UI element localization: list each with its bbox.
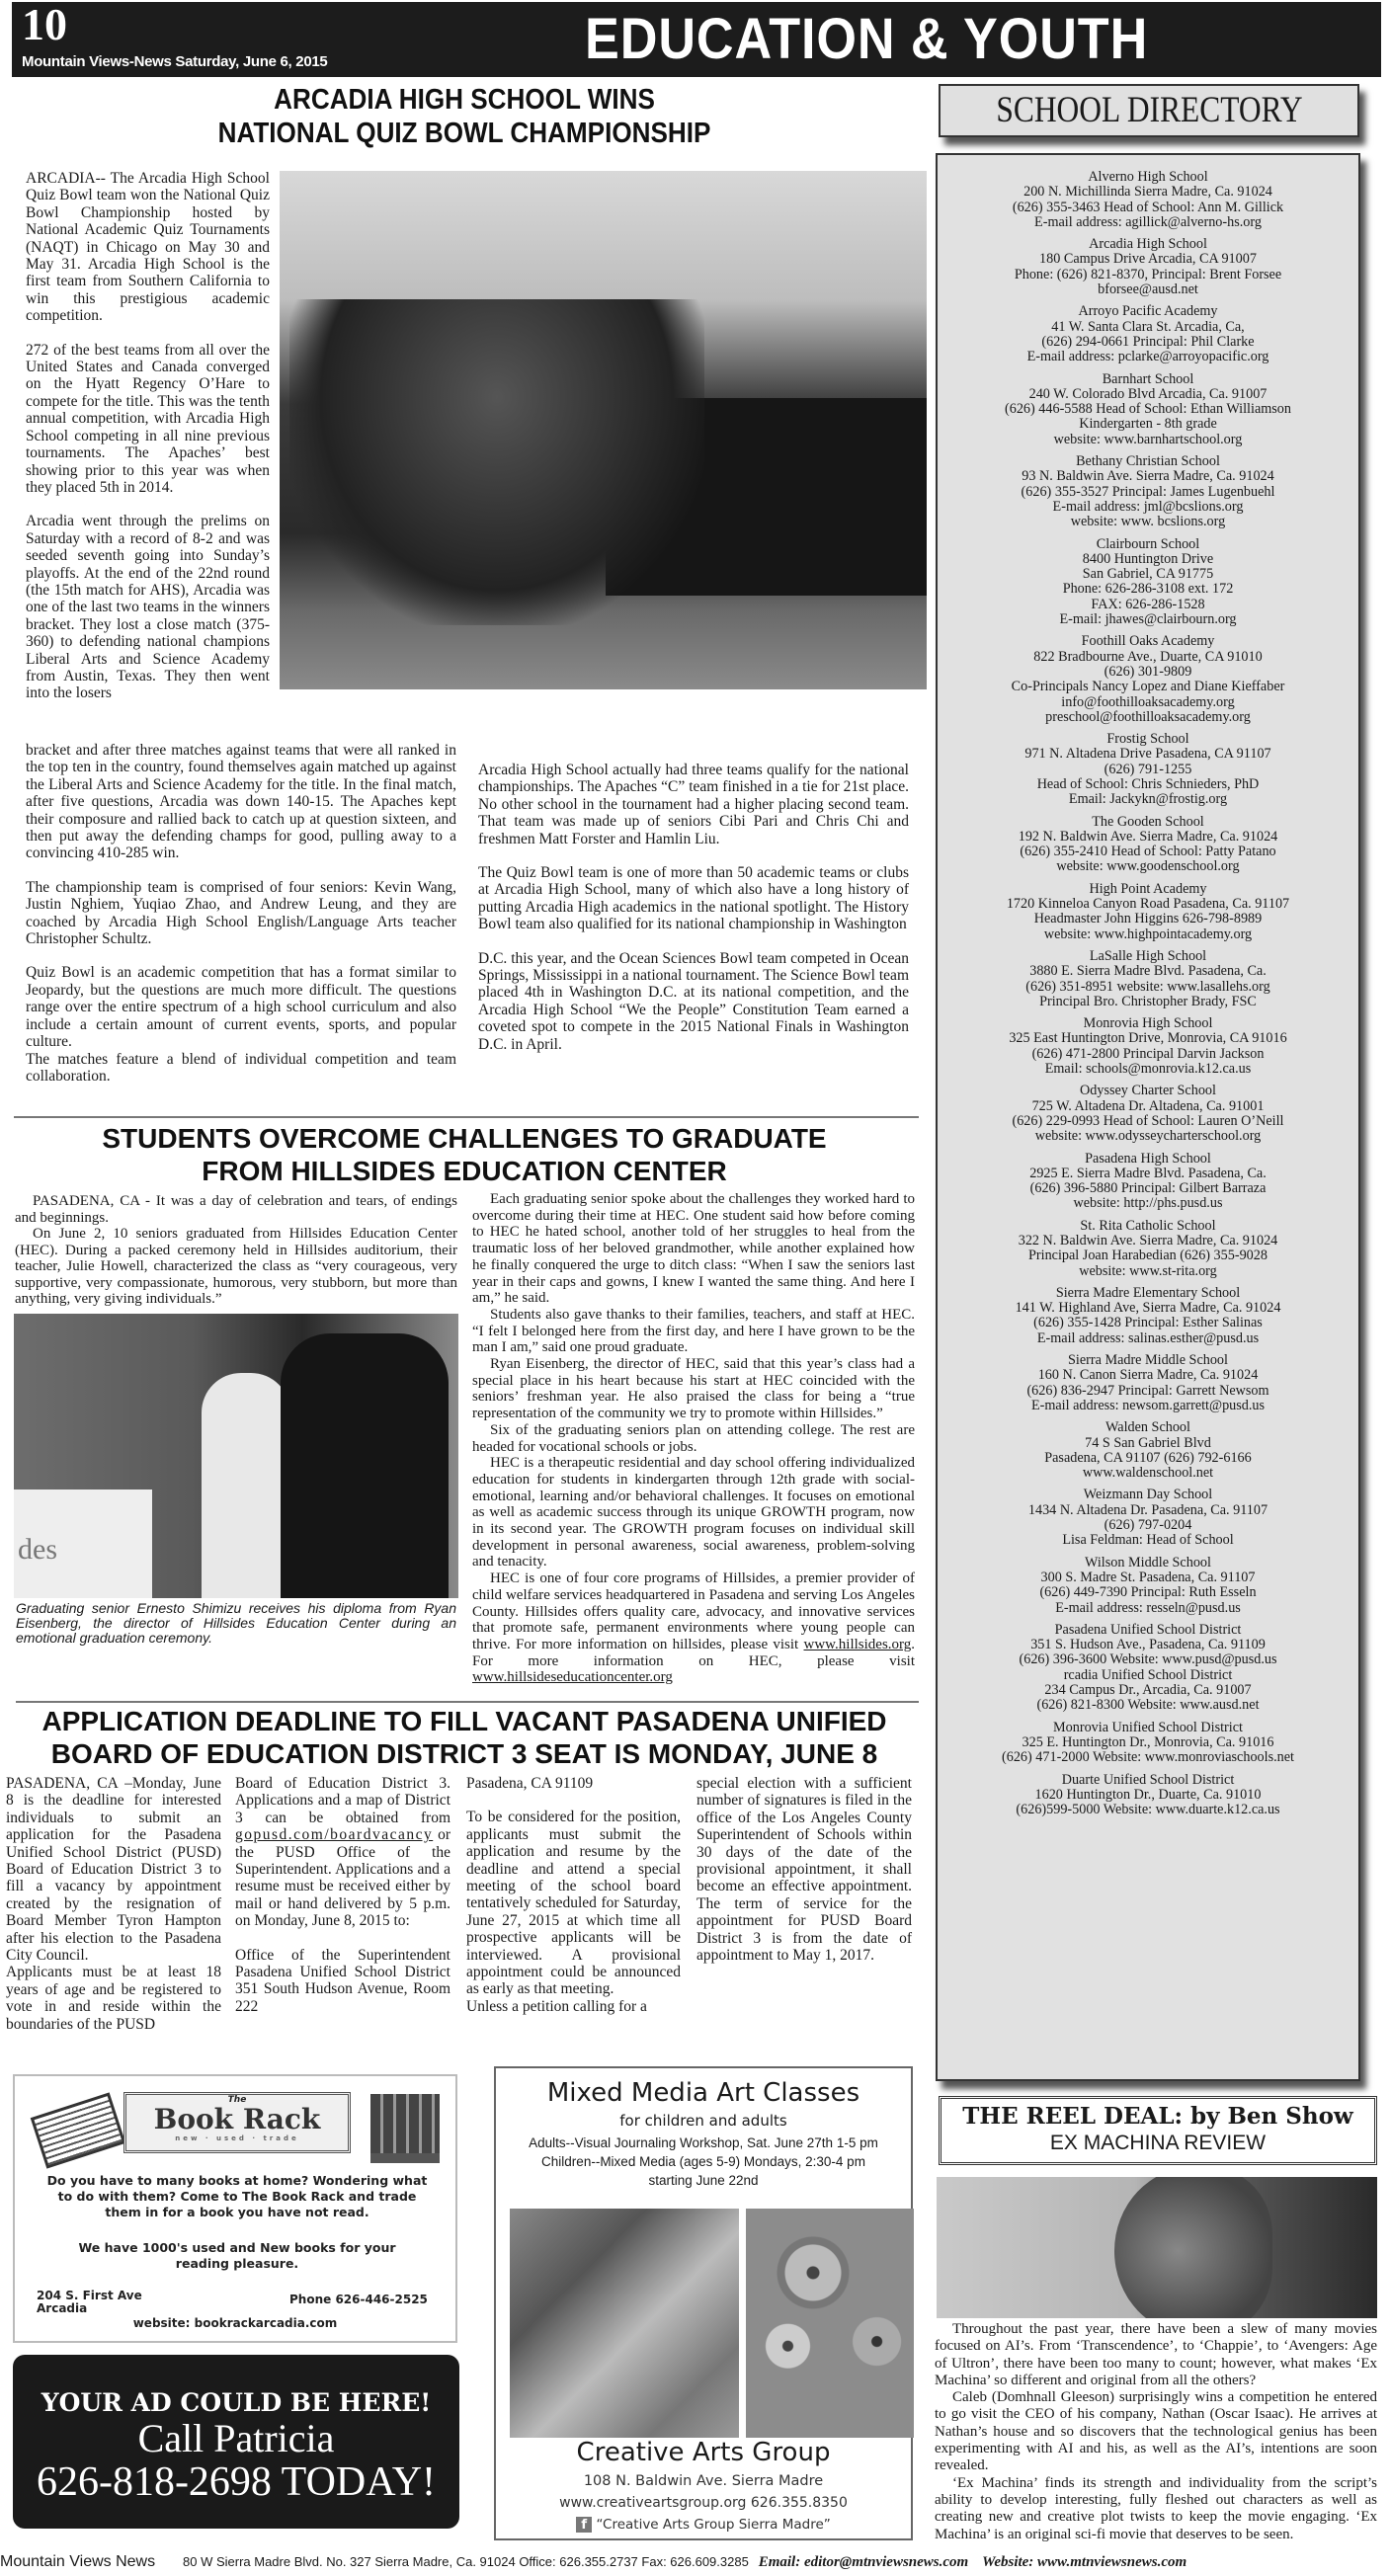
ad-headline: YOUR AD COULD BE HERE! — [41, 2388, 432, 2417]
hillsides-intro — [15, 1193, 457, 1308]
school-detail: rcadia Unified School District — [1063, 1666, 1233, 1683]
facebook-name: “Creative Arts Group Sierra Madre” — [596, 2517, 831, 2533]
ad-title: Mixed Media Art Classes — [546, 2078, 860, 2108]
school-detail: E-mail address: resseln@pusd.us — [1055, 1599, 1241, 1616]
school-detail: Co-Principals Nancy Lopez and Diane Kieffaber — [1011, 679, 1285, 695]
directory-entry — [938, 1623, 1358, 1714]
ad-website[interactable]: website: bookrackarcadia.com — [132, 2316, 338, 2330]
ad-address — [37, 2290, 142, 2315]
headline-line: FROM HILLSIDES EDUCATION CENTER — [202, 1156, 727, 1186]
people-silhouette — [289, 299, 704, 625]
hillsides-right-column — [472, 1191, 915, 1686]
quiz-wide-column — [26, 742, 456, 1085]
school-name: Pasadena Unified School District — [1054, 1621, 1242, 1638]
board-vacancy-link[interactable]: gopusd.com/boardvacancy — [235, 1826, 434, 1844]
school-detail: 325 East Huntington Drive, Monrovia, CA 91016 — [1009, 1030, 1287, 1047]
paragraph: D.C. this year, and the Ocean Sciences Bowl team competed in Ocean Springs, Mississippi in a national tournament. The Science Bowl team placed 4th in Washington D.C. at its national competition, and the Arcadia High School “We the People” Constitution Team earned a coveted spot to compete in the 2015 National Finals in Washington D.C. in April. — [478, 949, 909, 1053]
school-detail: website: www.st-rita.org — [1079, 1262, 1217, 1279]
pusd-col-1 — [6, 1775, 221, 2033]
footer-email[interactable]: Email: editor@mtnviewsnews.com — [758, 2554, 969, 2570]
school-detail: www.waldenschool.net — [1082, 1465, 1214, 1482]
paragraph: ‘Ex Machina’ finds its strength and individuality from the script’s ability to develop interesting, fully fleshed out characters as well as creating new and creative plot twists to keep the movie engaging. ‘Ex Machina’ is an original sci-fi movie that deserves to be seen. — [935, 2474, 1377, 2542]
directory-entry — [938, 882, 1358, 942]
headline-line: STUDENTS OVERCOME CHALLENGES TO GRADUATE — [102, 1123, 827, 1154]
pusd-col-4: special election with a sufficient number of signatures is filed in the office of the Los Angeles County Superintendent of Schools within 30 days of the date of the provisional appointment, it shall become an effective appointment. The term of service for the appointment for PUSD Board District 3 is from the date of appointment to May 1, 2017. — [696, 1775, 912, 1965]
paragraph: Unless a petition calling for a — [466, 1997, 647, 2015]
paragraph: Each graduating senior spoke about the challenges they worked hard to overcome during their time at HEC. One student said how before coming to HEC he hated school, another told of her struggles to heal from the traumatic loss of her beloved grandmother, while another explained how he finally conquered the urge to ditch class: “When I saw the seniors last year in their caps and gowns, I knew I wanted the same thing. And here I am,” he said. — [472, 1191, 915, 1307]
school-detail: 160 N. Canon Sierra Madre, Ca. 91024 — [1037, 1367, 1259, 1384]
section-divider — [16, 1701, 919, 1703]
school-detail: website: www.goodenschool.org — [1056, 858, 1240, 875]
school-detail: website: www. bcslions.org — [1070, 514, 1226, 530]
school-name: Weizmann Day School — [1083, 1487, 1213, 1503]
ad-pitch: Do you have to many books at home? Wondering what to do with them? Come to The Book Rack and trade them in for a book you have not read. — [46, 2173, 428, 2219]
ai-head-silhouette — [1114, 2177, 1272, 2318]
school-detail: 325 E. Huntington Dr., Monrovia, Ca. 91016 — [1022, 1733, 1274, 1750]
pusd-headline — [0, 1705, 929, 1770]
school-name: Arcadia High School — [1089, 236, 1207, 253]
school-name: Clairbourn School — [1096, 535, 1200, 552]
address-line: Arcadia — [37, 2301, 88, 2315]
school-detail: Lisa Feldman: Head of School — [1062, 1532, 1234, 1549]
art-collage-flowers — [746, 2209, 914, 2438]
book-rack-ad[interactable] — [13, 2074, 457, 2343]
graduation-photo — [14, 1314, 458, 1598]
school-name: Frostig School — [1106, 731, 1189, 748]
school-detail: (626) 449-7390 Principal: Ruth Esseln — [1039, 1584, 1257, 1601]
school-detail: (626) 301-9809 — [1104, 663, 1192, 680]
school-name: The Gooden School — [1092, 813, 1204, 830]
directory-entry — [938, 1773, 1358, 1818]
school-detail: San Gabriel, CA 91775 — [1082, 566, 1214, 583]
school-detail: 2925 E. Sierra Madre Blvd. Pasadena, Ca. — [1029, 1165, 1267, 1181]
school-detail: website: www.barnhartschool.org — [1053, 431, 1243, 447]
directory-entry — [938, 634, 1358, 725]
school-detail: E-mail address: pclarke@arroyopacific.org — [1026, 349, 1269, 365]
hillsides-link[interactable]: www.hillsides.org — [803, 1636, 912, 1652]
school-detail: Email: schools@monrovia.k12.ca.us — [1044, 1061, 1252, 1078]
title-text: SCHOOL DIRECTORY — [995, 90, 1303, 130]
footer-website[interactable]: Website: www.mtnviewsnews.com — [982, 2554, 1187, 2570]
school-detail: (626) 471-2800 Principal Darvin Jackson — [1031, 1045, 1265, 1062]
hillsides-paragraphs — [472, 1191, 915, 1570]
art-classes-ad[interactable] — [494, 2066, 913, 2540]
org-address: 108 N. Baldwin Ave. Sierra Madre — [583, 2473, 824, 2489]
paragraph: HEC is a therapeutic residential and day school offering individualized education for students in kindergarten through 12th grade with social-emotional, learning and/or behavioral challenges. It focuses on emotional as well as academic success through its unique GROWTH program, now in its second year. The GROWTH program focuses on individual skill development in personal awareness, social awareness, problem-solving and tenacity. — [472, 1455, 915, 1570]
headline-line: BOARD OF EDUCATION DISTRICT 3 SEAT IS MONDAY, JUNE 8 — [50, 1738, 878, 1769]
ad-line: Call Patricia — [137, 2416, 335, 2460]
book-stack-icon — [370, 2094, 440, 2163]
school-detail: Pasadena, CA 91107 (626) 792-6166 — [1044, 1449, 1252, 1466]
masthead — [12, 2, 1381, 77]
directory-entry — [938, 304, 1358, 364]
school-detail: 141 W. Highland Ave, Sierra Madre, Ca. 91024 — [1015, 1300, 1281, 1317]
school-name: Barnhart School — [1102, 370, 1194, 387]
school-name: Monrovia High School — [1083, 1015, 1213, 1032]
school-detail: Headmaster John Higgins 626-798-8989 — [1033, 911, 1263, 927]
directory-entry — [938, 1420, 1358, 1481]
directory-entry — [938, 732, 1358, 807]
school-name: Wilson Middle School — [1085, 1554, 1211, 1570]
school-directory-title — [939, 84, 1359, 137]
closing-text: . For more information on HEC, please visit — [472, 1636, 915, 1669]
school-detail: bforsee@ausd.net — [1098, 282, 1198, 298]
schedule-line: Adults--Visual Journaling Workshop, Sat. June 27th 1-5 pm — [529, 2135, 878, 2150]
school-detail: website: http://phs.pusd.us — [1073, 1195, 1223, 1212]
pusd-col-2 — [235, 1775, 450, 2015]
school-detail: 1720 Kinneloa Canyon Road Pasadena, Ca. 91107 — [1006, 896, 1290, 913]
org-name: Creative Arts Group — [576, 2438, 831, 2467]
directory-entry — [938, 1152, 1358, 1212]
paragraph: Pasadena, CA 91109 — [466, 1775, 594, 1792]
school-detail: Kindergarten - 8th grade — [1079, 416, 1217, 433]
paragraph: PASADENA, CA - It was a day of celebration and tears, of endings and beginnings. — [15, 1193, 457, 1226]
school-directory — [936, 153, 1360, 2081]
school-detail: (626) 355-2410 Head of School: Patty Patano — [1020, 844, 1276, 860]
footer-name: Mountain Views News — [0, 2553, 156, 2570]
school-detail: (626) 396-5880 Principal: Gilbert Barraza — [1029, 1180, 1267, 1197]
ex-machina-image — [937, 2177, 1377, 2318]
quiz-headline — [46, 83, 882, 150]
school-name: Bethany Christian School — [1076, 453, 1220, 470]
paragraph: PASADENA, CA –Monday, June 8 is the deadline for interested individuals to submit an application for the Pasadena Unified School District (PUSD) Board of Education District 3 to fill a vacancy by appointment created by the resignation of Board Member Tyron Hampton after his election to the Pasadena City Council. — [6, 1775, 221, 1965]
school-detail: 725 W. Altadena Dr. Altadena, Ca. 91001 — [1031, 1097, 1265, 1114]
school-detail: (626) 797-0204 — [1104, 1517, 1192, 1534]
school-detail: 822 Bradbourne Ave., Duarte, CA 91010 — [1033, 648, 1263, 665]
school-detail: (626) 355-3463 Head of School: Ann M. Gillick — [1012, 199, 1284, 215]
hillsides-closing — [472, 1570, 915, 1686]
directory-entry — [938, 537, 1358, 628]
school-detail: Email: Jackykn@frostig.org — [1068, 791, 1228, 808]
schedule-line: Children--Mixed Media (ages 5-9) Mondays, 2:30-4 pm — [541, 2154, 865, 2169]
school-detail: 1434 N. Altadena Dr. Pasadena, Ca. 91107 — [1027, 1501, 1268, 1518]
school-name: Foothill Oaks Academy — [1081, 633, 1215, 650]
paragraph: Quiz Bowl is an academic competition that has a format similar to Jeopardy, but the questions are much more difficult. The questions range over the entire spectrum of a high school curriculum and also include a certain amount of current events, sports, and popular culture. The matches feature a blend of individual competition and team collaboration. — [26, 964, 456, 1085]
ad-stock: We have 1000's used and New books for your reading pleasure. — [78, 2240, 396, 2271]
school-name: High Point Academy — [1089, 880, 1207, 897]
org-facebook[interactable] — [496, 2517, 911, 2533]
school-name: Alverno High School — [1088, 169, 1208, 185]
ad-phone: Phone 626-446-2525 — [289, 2293, 428, 2306]
paragraph: The championship team is comprised of four seniors: Kevin Wang, Justin Nghiem, Yuqiao Zhao, and Andrew Leung, and they are coached by Arcadia High School English/Language Arts teacher Christopher Schultz. — [26, 878, 456, 948]
publication-line: Mountain Views-News Saturday, June 6, 2015 — [22, 53, 328, 70]
paragraph: Throughout the past year, there have been a slew of many movies focused on AI’s. From ‘Transcendence’, to ‘Chappie’, to ‘Avengers: Age of Ultron’, there have been too many to count; however, what makes ‘Ex Machina’ so different and original from all the others? — [935, 2321, 1377, 2388]
school-detail: E-mail address: newsom.garrett@pusd.us — [1030, 1397, 1266, 1413]
school-detail: 200 N. Michillinda Sierra Madre, Ca. 91024 — [1023, 184, 1272, 201]
school-detail: Phone: (626) 821-8370, Principal: Brent Forsee — [1014, 266, 1282, 282]
footer-address: 80 W Sierra Madre Blvd. No. 327 Sierra Madre, Ca. 91024 Office: 626.355.2737 Fax: 626.609.3285 — [183, 2554, 749, 2569]
school-name: St. Rita Catholic School — [1080, 1217, 1216, 1234]
school-detail: 240 W. Colorado Blvd Arcadia, Ca. 91007 — [1028, 385, 1268, 402]
school-detail: (626) 355-3527 Principal: James Lugenbuehl — [1021, 483, 1275, 500]
directory-entry — [938, 372, 1358, 447]
reel-deal-text — [935, 2321, 1377, 2543]
graduate-figure — [281, 1333, 449, 1598]
school-detail: 1620 Huntington Dr., Duarte, Ca. 91010 — [1034, 1786, 1262, 1803]
directory-entry — [938, 1488, 1358, 1548]
pusd-address: Office of the Superintendent Pasadena Unified School District 351 South Hudson Avenue, Room 222 — [235, 1946, 450, 2015]
paragraph: 272 of the best teams from all over the United States and Canada converged on the Hyatt Regency O’Hare to compete for the title. This was the tenth annual competition, with Arcadia High School competing in all nine previous tournaments. The Apaches’ best showing prior to this year was when they placed 5th in 2014. — [26, 341, 270, 496]
text: Board of Education District 3. Applications and a map of District 3 can be obtained from — [235, 1775, 450, 1826]
school-detail: 322 N. Baldwin Ave. Sierra Madre, Ca. 91024 — [1018, 1233, 1278, 1248]
school-detail: Principal Joan Harabedian (626) 355-9028 — [1028, 1248, 1268, 1264]
schedule-line: starting June 22nd — [648, 2173, 759, 2188]
ad-subtitle: for children and adults — [619, 2112, 787, 2130]
school-name: Sierra Madre Middle School — [1068, 1352, 1228, 1369]
school-detail: (626) 446-5588 Head of School: Ethan Williamson — [1005, 401, 1291, 418]
school-detail: 300 S. Madre St. Pasadena, Ca. 91107 — [1040, 1569, 1256, 1585]
school-detail: FAX: 626-286-1528 — [1091, 596, 1205, 612]
director-figure — [202, 1373, 290, 1598]
directory-entry — [938, 170, 1358, 230]
school-name: Monrovia Unified School District — [1053, 1719, 1243, 1735]
school-detail: (626) 351-8951 website: www.lasallehs.org — [1025, 978, 1270, 995]
school-detail: 3880 E. Sierra Madre Blvd. Pasadena, Ca. — [1029, 963, 1267, 980]
school-name: Arroyo Pacific Academy — [1078, 303, 1218, 320]
art-collage-left — [510, 2209, 739, 2438]
pusd-col-3 — [466, 1775, 681, 2015]
school-detail: (626) 791-1255 — [1104, 761, 1192, 777]
school-detail: website: www.highpointacademy.org — [1043, 926, 1253, 942]
directory-entry — [938, 1219, 1358, 1279]
open-book-icon — [31, 2092, 126, 2168]
school-detail: (626) 471-2000 Website: www.monroviaschools.net — [1002, 1749, 1294, 1766]
directory-entry — [938, 1353, 1358, 1413]
paragraph: Arcadia High School actually had three teams qualify for the national championships. The Apaches “C” team finished in a tie for 21st place. No other school in the tournament had a higher placing second team. That team was made up of seniors Cibi Pari and Chris Chi and freshmen Matt Forster and Hamlin Liu. — [478, 762, 909, 847]
school-name: Walden School — [1105, 1419, 1190, 1436]
headline-line: APPLICATION DEADLINE TO FILL VACANT PASADENA UNIFIED — [41, 1706, 887, 1736]
headline-line: NATIONAL QUIZ BOWL CHAMPIONSHIP — [217, 118, 711, 149]
school-detail: 93 N. Baldwin Ave. Sierra Madre, Ca. 91024 — [1022, 468, 1274, 485]
school-detail: 74 S San Gabriel Blvd — [1085, 1434, 1211, 1451]
school-detail: E-mail address: agillick@alverno-hs.org — [1034, 213, 1262, 230]
school-detail: (626) 355-1428 Principal: Esther Salinas — [1033, 1315, 1263, 1331]
school-detail: E-mail: jhawes@clairbourn.org — [1059, 611, 1237, 628]
paragraph: ARCADIA-- The Arcadia High School Quiz Bowl team won the National Quiz Bowl Championship hosted by National Academic Quiz Tournaments (NAQT) in Chicago on May 30 and May 31. Arcadia High School is the first team from Southern California to win this prestigious academic competition. — [26, 170, 270, 325]
photo-caption: Graduating senior Ernesto Shimizu receives his diploma from Ryan Eisenberg, the director of Hillsides Education Center during an emotional graduation ceremony. — [16, 1600, 456, 1646]
quiz-narrow-column — [26, 170, 270, 702]
school-name: Duarte Unified School District — [1061, 1771, 1235, 1788]
paragraph: Students also gave thanks to their families, teachers, and staff at HEC. “I felt I belonged here from the first day, and here I have grown to be the man I am,” said one proud graduate. — [472, 1306, 915, 1356]
school-detail: Head of School: Chris Schnieders, PhD — [1036, 775, 1260, 792]
text: or the PUSD Office of the Superintendent. Applications and a resume must be received either by mail or hand delivered by 5 p.m. on Monday, June 8, 2015 to: — [235, 1826, 450, 1930]
paragraph: Arcadia went through the prelims on Saturday with a record of 8-2 and was seeded seventh going into Sunday’s playoffs. At the end of the 22nd round (the 15th match for AHS), Arcadia was one of the last two teams in the winners bracket. They lost a close match (375-360) to defending national champions Liberal Arts and Science Academy from Austin, Texas. They then went into the losers — [26, 513, 270, 702]
school-detail: Phone: 626-286-3108 ext. 172 — [1062, 581, 1234, 598]
address-line: 204 S. First Ave — [37, 2289, 142, 2302]
footer — [0, 2553, 1391, 2571]
review-title: EX MACHINA REVIEW — [1049, 2132, 1267, 2154]
quiz-team-photo — [280, 171, 927, 689]
directory-entry — [938, 454, 1358, 529]
school-detail: (626) 294-0661 Principal: Phil Clarke — [1041, 333, 1255, 350]
school-detail: 8400 Huntington Drive — [1082, 550, 1214, 567]
school-detail: (626) 836-2947 Principal: Garrett Newsom — [1026, 1382, 1269, 1399]
paragraph: bracket and after three matches against teams that were all ranked in the top ten in the country, found themselves again matched up against the Liberal Arts and Science Academy for the title. In the final match, after five questions, Arcadia was down 140-15. The Apaches kept their composure and rallied back to catch up at question sixteen, and then put away the defending champs for good, pulling away to a convincing 410-285 win. — [26, 742, 456, 862]
directory-entry — [938, 1286, 1358, 1346]
paragraph: To be considered for the position, applicants must submit the application and resume by the deadline and attend a special meeting of the school board tentatively scheduled for Saturday, June 27, 2015 at which time all prospective applicants will be interviewed. A provisional appointment could be announced as early as that meeting. — [466, 1809, 681, 1998]
directory-entry — [938, 237, 1358, 297]
ad-phone: 626-818-2698 TODAY! — [36, 2459, 437, 2505]
hec-link[interactable]: www.hillsideseducationcenter.org — [472, 1669, 673, 1686]
directory-entry — [938, 1721, 1358, 1766]
reel-deal-header — [939, 2096, 1377, 2165]
directory-entry — [938, 1084, 1358, 1144]
school-detail: Principal Bro. Christopher Brady, FSC — [1039, 993, 1257, 1009]
facebook-icon: f — [576, 2517, 592, 2533]
paragraph: The Quiz Bowl team is one of more than 50 academic teams or clubs at Arcadia High School, many of which also have a long history of putting Arcadia High academics in the national spotlight. The History Bowl team also qualified for its national championship in Washington — [478, 864, 909, 933]
org-web-phone[interactable]: www.creativeartsgroup.org 626.355.8350 — [559, 2495, 848, 2511]
paragraph: Ryan Eisenberg, the director of HEC, said that this year’s class had a special place in his heart because his start at HEC coincided with the seniors’ freshman year. He also praised the class for being a “true representation of the community we try to promote within Hillsides.” — [472, 1356, 915, 1422]
paragraph: Applicants must be at least 18 years of age and be registered to vote in and reside within the boundaries of the PUSD — [6, 1964, 221, 2033]
school-detail: 180 Campus Drive Arcadia, CA 91007 — [1039, 251, 1257, 268]
directory-entry — [938, 815, 1358, 875]
page-number: 10 — [22, 0, 67, 49]
school-name: Odyssey Charter School — [1080, 1083, 1216, 1099]
ad-schedule — [496, 2133, 911, 2190]
quiz-right-column — [478, 762, 909, 1053]
school-detail: info@foothilloaksacademy.org — [1061, 693, 1235, 710]
school-name: Pasadena High School — [1085, 1150, 1211, 1167]
school-detail: (626)599-5000 Website: www.duarte.k12.ca.us — [1016, 1802, 1280, 1818]
your-ad-could-be-here[interactable] — [13, 2355, 459, 2529]
closing-text: HEC is one of four core programs of Hillsides, a premier provider of child welfare services headquartered in Pasadena and serving Los Angeles County. Hillsides offers quality care, advocacy, and innovative services that promote safe, permanent environments where young people can thrive. For more information on hillsides, please visit — [472, 1570, 915, 1652]
hillsides-sign — [14, 1489, 152, 1598]
logo-text: Book Rack — [153, 2103, 321, 2135]
directory-entry — [938, 1016, 1358, 1077]
school-detail: website: www.odysseycharterschool.org — [1034, 1128, 1262, 1145]
logo-small: The — [227, 2095, 247, 2105]
school-detail: 234 Campus Dr., Arcadia, Ca. 91007 — [1044, 1682, 1252, 1699]
school-name: Sierra Madre Elementary School — [1055, 1284, 1241, 1301]
book-rack-logo — [123, 2092, 351, 2153]
pusd-col2-text — [235, 1775, 450, 1930]
section-title: EDUCATION & YOUTH — [585, 7, 1149, 71]
school-name: LaSalle High School — [1089, 947, 1207, 964]
paragraph: Caleb (Domhnall Gleeson) surprisingly wins a competition he entered to go visit the CEO of his company, Nathan (Oscar Isaac). He arrives at Nathan’s house and so discovers that the technological genius has been experimenting with AI and his, as well as the AI’s, intentions are soon revealed. — [935, 2389, 1377, 2474]
school-detail: 351 S. Hudson Ave., Pasadena, Ca. 91109 — [1030, 1637, 1266, 1653]
school-detail: preschool@foothilloaksacademy.org — [1045, 708, 1251, 725]
school-detail: 41 W. Santa Clara St. Arcadia, Ca, — [1051, 318, 1245, 335]
school-detail: 971 N. Altadena Drive Pasadena, CA 91107 — [1024, 746, 1271, 763]
headline-line: ARCADIA HIGH SCHOOL WINS — [274, 84, 655, 116]
sign-text: des — [18, 1533, 57, 1566]
school-detail: E-mail address: jml@bcslions.org — [1052, 498, 1244, 515]
column-title: THE REEL DEAL: by Ben Show — [962, 2103, 1353, 2130]
section-divider — [14, 1116, 919, 1118]
school-detail: (626) 821-8300 Website: www.ausd.net — [1036, 1697, 1260, 1714]
hillsides-headline — [0, 1122, 929, 1187]
school-detail: 192 N. Baldwin Ave. Sierra Madre, Ca. 91024 — [1018, 828, 1278, 845]
directory-entry — [938, 949, 1358, 1009]
school-detail: (626) 396-3600 Website: www.pusd@pusd.us — [1019, 1651, 1277, 1668]
school-detail: (626) 229-0993 Head of School: Lauren O’Neill — [1012, 1112, 1284, 1129]
paragraph: Six of the graduating seniors plan on attending college. The rest are headed for vocational schools or jobs. — [472, 1421, 915, 1455]
school-detail: E-mail address: salinas.esther@pusd.us — [1036, 1329, 1260, 1346]
directory-entry — [938, 1556, 1358, 1616]
logo-tagline: new · used · trade — [175, 2134, 299, 2142]
paragraph: On June 2, 10 seniors graduated from Hillsides Education Center (HEC). During a packed ceremony held in Hillsides auditorium, their teacher, Julie Howell, characterized the class as “very courageous, very supportive, very compassionate, humorous, very stubborn, but more than anything, very giving individuals.” — [15, 1226, 457, 1307]
